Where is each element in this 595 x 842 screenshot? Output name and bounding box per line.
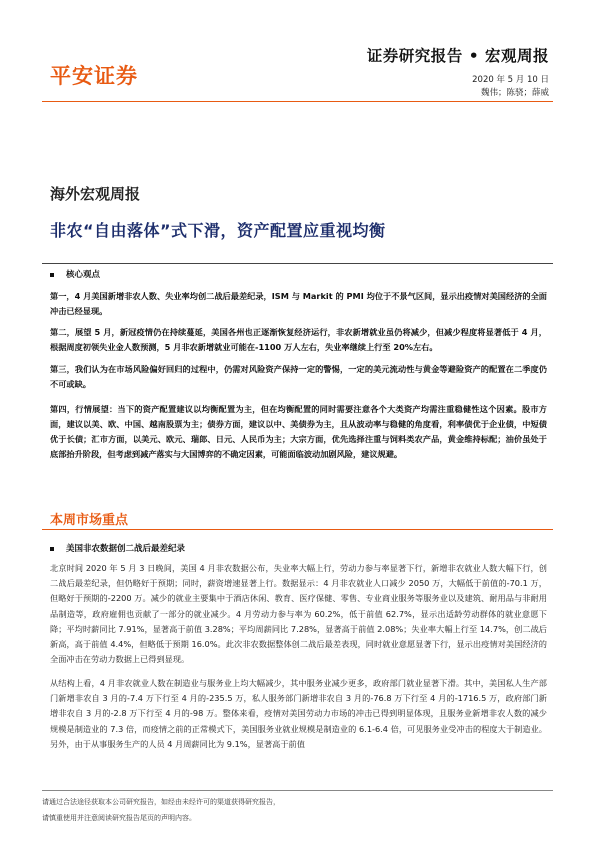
- header-divider: [42, 101, 553, 102]
- core-paragraph-2: 第二，展望 5 月，新冠疫情仍在持续蔓延，美国各州也正逐渐恢复经济运行，非农新增就业虽仍将减少，但减少程度将显著低于 4 月，根据周度初领失业金人数预测，5 月非农新增就业可能在-1100 万人左右，失业率继续上行至 20%左右。: [50, 327, 547, 352]
- bullet-square-icon: [50, 273, 54, 277]
- core-paragraph-1: 第一，4 月美国新增非农人数、失业率均创二战后最差纪录，ISM 与 Markit 的 PMI 均位于不景气区间，显示出疫情对美国经济的全面冲击已经显现。: [50, 291, 547, 316]
- footer-disclaimer-line-1: 请通过合法途径获取本公司研究报告，如经由未经许可的渠道获得研究报告，: [42, 798, 280, 806]
- bullet-square-icon: [50, 547, 54, 551]
- company-logo: 平安证券: [50, 64, 138, 88]
- core-divider: [42, 263, 553, 264]
- report-headline: 非农“自由落体”式下滑，资产配置应重视均衡: [50, 221, 386, 240]
- section-heading: 本周市场重点: [50, 513, 129, 528]
- report-name: 海外宏观周报: [50, 185, 141, 203]
- core-views-label: [50, 268, 100, 280]
- report-date: 2020 年 5 月 10 日: [472, 75, 549, 85]
- footer-disclaimer-line-2: 请慎重使用并注意阅读研究报告尾页的声明内容。: [42, 814, 196, 822]
- report-type-title: 证券研究报告 • 宏观周报: [366, 47, 549, 65]
- core-paragraph-3: 第三，我们认为在市场风险偏好回归的过程中，仍需对风险资产保持一定的警惕，一定的美元流动性与黄金等避险资产的配置在二季度仍不可或缺。: [50, 364, 547, 389]
- subsection-label-text: 美国非农数据创二战后最差纪录: [66, 544, 186, 554]
- body-paragraph-1: 北京时间 2020 年 5 月 3 日晚间，美国 4 月非农数据公布，失业率大幅上行，劳动力参与率显著下行，新增非农就业人数大幅下行，创二战后最差纪录，但仍略好于预期；同时，薪资增速显著上行。数据显示：4 月非农就业人口减少 2050 万，大幅低于前值的-70.1 万，但略好于预期的-2200 万。减少的就业主要集中于酒店休闲、教育、医疗保健、零售、专业商业服务等服务业以及建筑、耐用品与非耐用品制造等，政府雇佣也贡献了一部分的就业减少。4 月劳动力参与率为 60.2%，低于前值 62.7%，显示出适龄劳动群体的就业意愿下降；平均时薪同比 7.91%，显著高于前值 3.28%；平均周薪同比 7.28%，显著高于前值 2.08%；失业率大幅上行至 14.7%，创二战后新高，高于前值 4.4%，但略低于预期 16.0%。此次非农数据整体创二战后最差表现，同时就业意愿显著下行，显示出疫情对美国经济的全面冲击在劳动力数据上已得到显现。: [50, 563, 547, 665]
- core-paragraph-4: 第四，行情展望：当下的资产配置建议以均衡配置为主，但在均衡配置的同时需要注意各个大类资产均需注重稳健性这个因素。股市方面，建议以美、欧、中国、越南股票为主；债券方面，建议以中、美债券为主，且从波动率与稳健的角度看，利率债优于企业债，中短债优于长债；汇市方面，以美元、欧元、瑞郎、日元、人民币为主；大宗方面，优先选择注重与饲料类农产品，黄金维持标配；油价虽处于底部抬升阶段，但考虑到减产落实与大国博弈的不确定因素，可能面临波动加剧风险，建议规避。: [50, 404, 547, 459]
- report-authors: 魏伟；陈骁；薛威: [480, 88, 549, 98]
- subsection-label: [50, 542, 185, 554]
- footer-divider: [42, 790, 553, 791]
- body-paragraph-2: 从结构上看，4 月非农就业人数在制造业与服务业上均大幅减少，其中服务业减少更多，政府部门就业显著下滑。其中，美国私人生产部门新增非农自 3 月的-7.4 万下行至 4 月的-235.5 万，私人服务部门新增非农自 3 月的-76.8 万下行至 4 月的-1716.5 万，政府部门新增非农自 3 月的-2.8 万下行至 4 月的-98 万。整体来看，疫情对美国劳动力市场的冲击已得到明显体现，且服务业新增非农人数的减少规模是制造业的 7.3 倍，而疫情之前的正常模式下，美国服务业就业规模是制造业的 6.1-6.4 倍，可见服务业受冲击的程度大于制造业。另外，由于从事服务生产的人员 4 月周薪同比为 9.1%，显著高于前值: [50, 678, 547, 749]
- core-views-label-text: 核心观点: [66, 270, 101, 280]
- section-divider: [42, 529, 553, 530]
